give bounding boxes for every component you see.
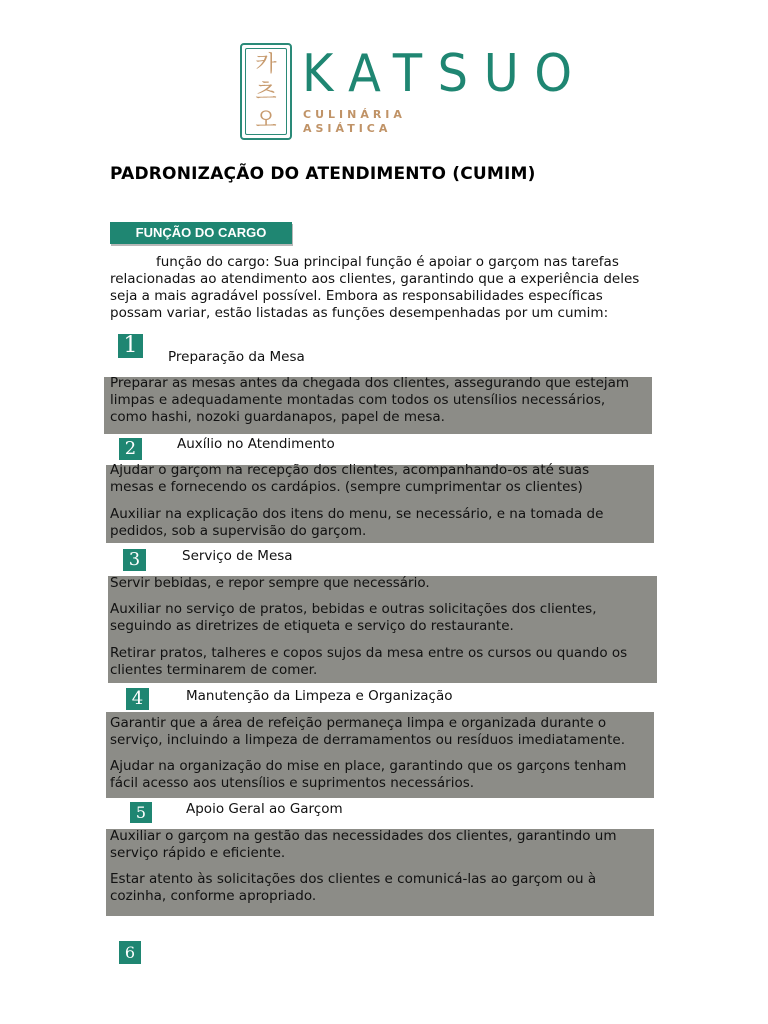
item-heading-2: Auxílio no Atendimento: [177, 436, 335, 452]
logo-wordmark: KATSUO: [302, 44, 588, 104]
number-5-icon: 5: [130, 802, 152, 823]
item-3-line-3: seguindo as diretrizes de etiqueta e serviço do restaurante.: [110, 618, 514, 634]
item-2-line-4: pedidos, sob a supervisão do garçom.: [110, 523, 367, 539]
logo-subtitle-1: CULINÁRIA: [303, 108, 406, 121]
item-heading-4: Manutenção da Limpeza e Organização: [186, 688, 453, 704]
item-3-line-2: Auxiliar no serviço de pratos, bebidas e outras solicitações dos clientes,: [110, 601, 597, 617]
item-1-line-2: limpas e adequadamente montadas com todos os utensílios necessários,: [110, 392, 606, 408]
logo-emblem: [240, 43, 292, 140]
item-4-line-2: serviço, incluindo a limpeza de derramamentos ou resíduos imediatamente.: [110, 732, 626, 748]
item-heading-3: Serviço de Mesa: [182, 548, 293, 564]
number-4-icon: 4: [126, 688, 149, 710]
item-2-line-1: Ajudar o garçom na recepção dos clientes, acompanhando-os até suas: [110, 462, 590, 478]
item-4-line-4: fácil acesso aos utensílios e suprimentos necessários.: [110, 775, 475, 791]
logo-char-3: 오: [255, 108, 277, 133]
item-5-line-1: Auxiliar o garçom na gestão das necessidades dos clientes, garantindo um: [110, 828, 617, 844]
number-6-icon: 6: [119, 941, 141, 964]
item-4-line-1: Garantir que a área de refeição permaneça limpa e organizada durante o: [110, 715, 607, 731]
number-3-icon: 3: [123, 549, 146, 571]
item-5-line-4: cozinha, conforme apropriado.: [110, 888, 317, 904]
item-1-line-3: como hashi, nozoki guardanapos, papel de mesa.: [110, 409, 445, 425]
item-3-line-5: clientes terminarem de comer.: [110, 662, 318, 678]
item-5-line-3: Estar atento às solicitações dos clientes e comunicá-las ao garçom ou à: [110, 871, 597, 887]
item-2-line-3: Auxiliar na explicação dos itens do menu, se necessário, e na tomada de: [110, 506, 604, 522]
item-heading-1: Preparação da Mesa: [168, 349, 305, 365]
item-2-line-2: mesas e fornecendo os cardápios. (sempre cumprimentar os clientes): [110, 479, 583, 495]
page-title: PADRONIZAÇÃO DO ATENDIMENTO (CUMIM): [110, 164, 536, 184]
logo-char-1: 카: [255, 52, 277, 77]
number-1-icon: 1: [118, 334, 143, 358]
item-3-line-1: Servir bebidas, e repor sempre que necessário.: [110, 575, 430, 591]
logo-char-2: 츠: [255, 80, 277, 105]
item-1-line-1: Preparar as mesas antes da chegada dos clientes, assegurando que estejam: [110, 375, 630, 391]
intro-paragraph: função do cargo: Sua principal função é apoiar o garçom nas tarefas relacionadas ao atendimento aos clientes, garantindo que a experiência deles seja a mais agradável possível. Embora as responsabilidades específicas possam variar, estão listadas as funções desempenhadas por um cumim:: [110, 254, 640, 321]
item-heading-5: Apoio Geral ao Garçom: [186, 801, 343, 817]
item-3-line-4: Retirar pratos, talheres e copos sujos da mesa entre os cursos ou quando os: [110, 645, 628, 661]
item-4-line-3: Ajudar na organização do mise en place, garantindo que os garçons tenham: [110, 758, 627, 774]
item-5-line-2: serviço rápido e eficiente.: [110, 845, 286, 861]
section-badge: FUNÇÃO DO CARGO: [110, 222, 292, 244]
logo-subtitle-2: ASIÁTICA: [303, 122, 392, 135]
number-2-icon: 2: [119, 438, 142, 460]
